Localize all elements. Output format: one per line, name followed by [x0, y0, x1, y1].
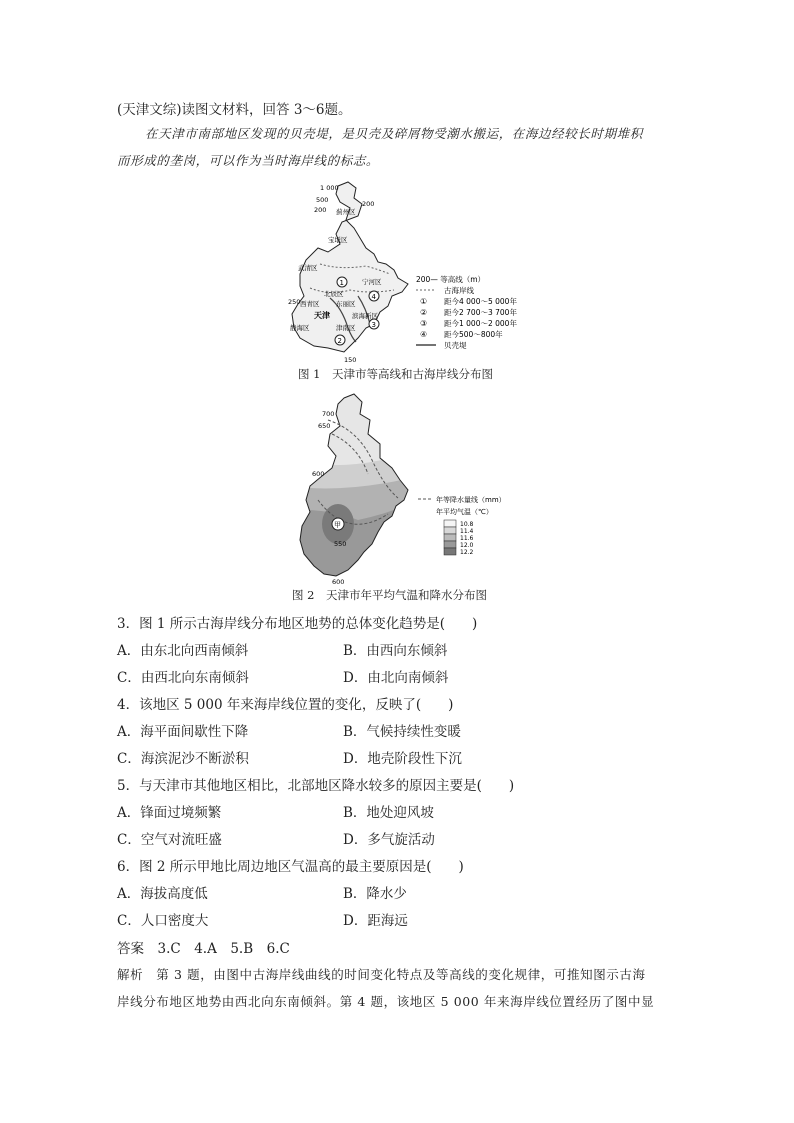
q3-option-a[interactable]: A．由东北向西南倾斜	[117, 643, 249, 659]
legend1-num2: ②	[420, 308, 428, 317]
q4-option-d[interactable]: D．地壳阶段性下沉	[343, 751, 462, 767]
q6-option-a[interactable]: A．海拔高度低	[117, 886, 208, 902]
svg-text:2: 2	[337, 337, 342, 345]
legend2-temp: 年平均气温（℃）	[436, 508, 493, 516]
question-5: 5．与天津市其他地区相比，北部地区降水较多的原因主要是( )	[117, 778, 515, 794]
q3-option-c[interactable]: C．由西北向东南倾斜	[117, 670, 249, 686]
map1-dongli: 东丽区	[336, 300, 356, 308]
question-4: 4．该地区 5 000 年来海岸线位置的变化，反映了( )	[117, 697, 454, 713]
map1-tianjin: 天津	[314, 311, 330, 320]
legend2-t4: 12.0	[460, 542, 474, 549]
map1-baodi: 宝坻区	[328, 236, 348, 244]
map1-beichen: 北辰区	[324, 290, 344, 298]
map1-label-200a: 200	[314, 206, 327, 214]
question-header: (天津文综)读图文材料，回答 3～6题。	[117, 102, 352, 118]
q5-option-a[interactable]: A．锋面过境频繁	[117, 805, 222, 821]
svg-text:4: 4	[371, 293, 376, 301]
map2-600b: 600	[332, 578, 345, 586]
map1-xiqing: 西青区	[300, 300, 320, 308]
map2-jia: 甲	[334, 521, 341, 529]
figure-1-caption: 图 1 天津市等高线和古海岸线分布图	[298, 367, 493, 381]
q5-option-b[interactable]: B．地处迎风坡	[343, 805, 434, 821]
map2-600a: 600	[312, 470, 325, 478]
q6-option-d[interactable]: D．距海远	[343, 913, 408, 929]
q4-option-c[interactable]: C．海滨泥沙不断淤积	[117, 751, 249, 767]
legend1-num1: ①	[420, 297, 428, 306]
map1-ninghe: 宁河区	[362, 278, 382, 286]
legend1-era4: 距今500～800年	[444, 330, 503, 339]
map1-binhai: 滨海新区	[352, 312, 378, 320]
legend2-t1: 10.8	[460, 521, 474, 528]
map1-wuqing: 武清区	[298, 264, 318, 272]
q6-option-b[interactable]: B．降水少	[343, 886, 407, 902]
intro-line-1: 在天津市南部地区发现的贝壳堤，是贝壳及碎屑物受潮水搬运，在海边经较长时期堆积	[145, 126, 643, 141]
map2-700: 700	[322, 410, 335, 418]
q4-option-b[interactable]: B．气候持续性变暖	[343, 724, 461, 740]
q3-option-d[interactable]: D．由北向南倾斜	[343, 670, 449, 686]
question-6: 6．图 2 所示甲地比周边地区气温高的最主要原因是( )	[117, 859, 464, 875]
svg-text:1: 1	[339, 279, 344, 287]
map2-550: 550	[334, 540, 347, 548]
map1-label-1000: 1 000	[320, 184, 339, 192]
q4-option-a[interactable]: A．海平面间歇性下降	[117, 724, 249, 740]
legend2-t2: 11.4	[460, 528, 474, 535]
map2-650: 650	[318, 422, 331, 430]
map1-jinnan: 津南区	[336, 324, 356, 332]
legend1-num3: ③	[420, 319, 428, 328]
q6-option-c[interactable]: C．人口密度大	[117, 913, 209, 929]
svg-text:3: 3	[371, 321, 376, 329]
legend2-t5: 12.2	[460, 549, 474, 556]
map1-jinghai: 静海区	[290, 324, 310, 332]
map1-label-500: 500	[316, 196, 329, 204]
map1-label-200b: 200	[362, 200, 375, 208]
figure-2-map	[288, 390, 518, 586]
legend1-coast: 古海岸线	[444, 286, 474, 295]
figure-2-caption: 图 2 天津市年平均气温和降水分布图	[292, 588, 487, 602]
map1-150: 150	[344, 356, 357, 364]
legend1-contour: 200— 等高线（m）	[416, 275, 486, 284]
legend1-era3: 距今1 000～2 000年	[444, 319, 517, 328]
legend2-t3: 11.6	[460, 535, 474, 542]
legend2-rain: 年等降水量线（mm）	[436, 496, 506, 504]
q5-option-c[interactable]: C．空气对流旺盛	[117, 832, 222, 848]
map1-jizhou: 蓟州区	[336, 208, 356, 216]
analysis-line-1: 解析 第 3 题，由图中古海岸线曲线的时间变化特点及等高线的变化规律，可推知图示古海	[117, 967, 646, 982]
question-3: 3．图 1 所示古海岸线分布地区地势的总体变化趋势是( )	[117, 616, 478, 632]
q5-option-d[interactable]: D．多气旋活动	[343, 832, 435, 848]
legend1-shell: 贝壳堤	[444, 341, 467, 350]
map1-250: 250	[288, 298, 301, 306]
legend1-era1: 距今4 000～5 000年	[444, 297, 517, 306]
legend1-era2: 距今2 700～3 700年	[444, 308, 517, 317]
answer-line: 答案 3.C 4.A 5.B 6.C	[117, 941, 290, 957]
intro-line-2: 而形成的垄岗，可以作为当时海岸线的标志。	[117, 153, 380, 168]
analysis-line-2: 岸线分布地区地势由西北向东南倾斜。第 4 题，该地区 5 000 年来海岸线位置经历了图中显	[117, 994, 655, 1009]
legend1-num4: ④	[420, 330, 428, 339]
figure-1-map	[270, 178, 540, 368]
q3-option-b[interactable]: B．由西向东倾斜	[343, 643, 448, 659]
